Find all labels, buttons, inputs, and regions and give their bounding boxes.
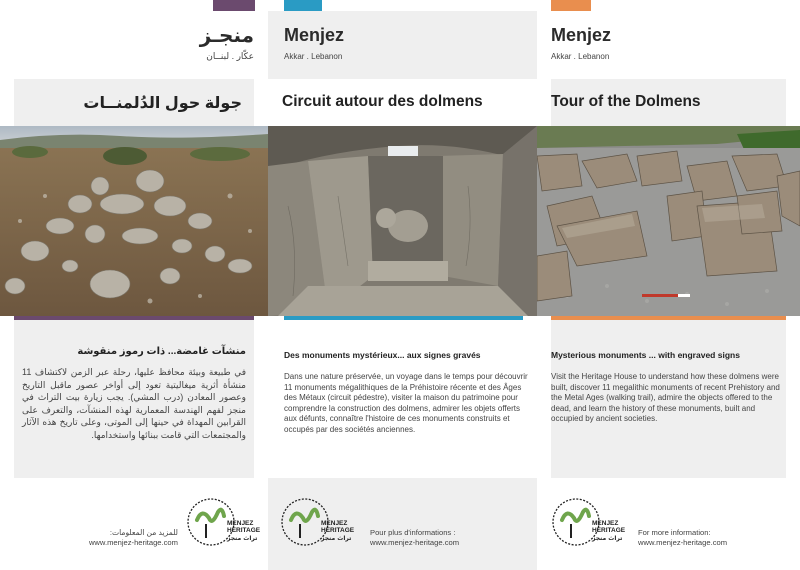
body-text-arabic: في طبيعة وبيئة محافظ عليها، رحلة عبر الزمن لاكتشاف 11 منشأة أثرية ميغاليتية تعود إلى أواخر عصور ماقبل التاريخ وعصور المعادن (درب المشي). يجب زيارة بيت التراث في منجز لفهم الهندسة المعمارية لهذه المنشآت، والتعرف على القرابين المهداة في حينها إلى الموتى، وعلى تاريخ هذه الآثار والمجتمعات التي قامت ببنائها واستخدامها. bbox=[22, 367, 246, 440]
logo-name-arabic: تراث منجز bbox=[321, 535, 352, 542]
header-arabic bbox=[14, 11, 254, 79]
menjez-heritage-logo bbox=[549, 492, 625, 558]
dolmen-corridor-image bbox=[268, 126, 537, 316]
title-french: Circuit autour des dolmens bbox=[282, 93, 483, 110]
menjez-heritage-logo bbox=[184, 492, 260, 558]
description-arabic bbox=[14, 320, 254, 478]
header-english bbox=[551, 11, 786, 79]
title-band-arabic bbox=[14, 79, 254, 126]
arabic-panel bbox=[0, 0, 268, 570]
title-arabic: جولة حول الدُلمنــات bbox=[83, 95, 242, 112]
more-info-english bbox=[638, 528, 727, 548]
more-info-french bbox=[370, 528, 459, 548]
dolmen-corridor-photo bbox=[268, 126, 537, 316]
menjez-heritage-logo bbox=[278, 492, 354, 558]
subtitle-english: Mysterious monuments ... with engraved signs bbox=[551, 350, 740, 360]
website-link-english[interactable]: www.menjez-heritage.com bbox=[638, 538, 728, 547]
title-english: Tour of the Dolmens bbox=[551, 93, 701, 110]
logo-name-line2: HERITAGE bbox=[592, 527, 625, 534]
city-name-french: Menjez bbox=[284, 25, 345, 45]
logo-name-line1: MENJEZ bbox=[227, 520, 254, 527]
subtitle-french: Des monuments mystérieux... aux signes gravés bbox=[284, 350, 481, 360]
description-french bbox=[268, 320, 537, 478]
dolmen-gravel-photo bbox=[537, 126, 800, 316]
logo-name-line1: MENJEZ bbox=[321, 520, 348, 527]
website-link-arabic[interactable]: www.menjez-heritage.com bbox=[88, 538, 178, 547]
more-info-label-arabic: للمزيد من المعلومات: bbox=[109, 528, 178, 537]
more-info-arabic bbox=[86, 528, 178, 548]
logo-name-arabic: تراث منجز bbox=[592, 535, 623, 542]
logo-name-line2: HERITAGE bbox=[321, 527, 354, 534]
header-french bbox=[268, 11, 537, 79]
place-english: Akkar . Lebanon bbox=[551, 52, 610, 61]
city-name-english: Menjez bbox=[551, 25, 612, 45]
body-text-english: Visit the Heritage House to understand how these dolmens were built, discover 11 megalithic monuments of recent Prehistory and the Metal Ages (walking trail), admire the objects offered to the dead, and learn the history of these monuments, built and occupied by ancient societies. bbox=[551, 372, 780, 424]
body-text-french: Dans une nature préservée, un voyage dans le temps pour découvrir 11 monuments mégalithiques de la Préhistoire récente et des Âges des Métaux (circuit pédestre), visiter la maison du patrimoine pour comprendre la construction des dolmens, admirer les objets offerts aux défunts, connaître l'histoire de ces monuments construits et occupés par des sociétés anciennes. bbox=[284, 372, 528, 434]
dolmen-field-image bbox=[0, 126, 268, 316]
blue-tab bbox=[284, 0, 322, 11]
subtitle-arabic: منشآت غامضة... ذات رموز منقوشة bbox=[77, 346, 246, 357]
description-english bbox=[551, 320, 786, 478]
city-name-arabic: منجـز bbox=[199, 25, 254, 47]
orange-tab bbox=[551, 0, 591, 11]
footer-arabic bbox=[0, 478, 268, 570]
more-info-label-english: For more information: bbox=[638, 528, 711, 537]
footer-english bbox=[537, 478, 800, 570]
purple-tab bbox=[213, 0, 255, 11]
french-panel bbox=[268, 0, 537, 570]
logo-name-line2: HERITAGE bbox=[227, 527, 260, 534]
logo-name-line1: MENJEZ bbox=[592, 520, 619, 527]
website-link-french[interactable]: www.menjez-heritage.com bbox=[370, 538, 460, 547]
logo-name-arabic: تراث منجز bbox=[227, 535, 258, 542]
title-band-french bbox=[268, 79, 537, 126]
dolmen-gravel-image bbox=[537, 126, 800, 316]
more-info-label-french: Pour plus d'informations : bbox=[370, 528, 456, 537]
dolmen-field-photo bbox=[0, 126, 268, 316]
footer-french bbox=[268, 478, 537, 570]
place-arabic: عكّار . لبنــان bbox=[206, 51, 254, 61]
place-french: Akkar . Lebanon bbox=[284, 52, 343, 61]
english-panel bbox=[537, 0, 800, 570]
title-band-english bbox=[551, 79, 786, 126]
